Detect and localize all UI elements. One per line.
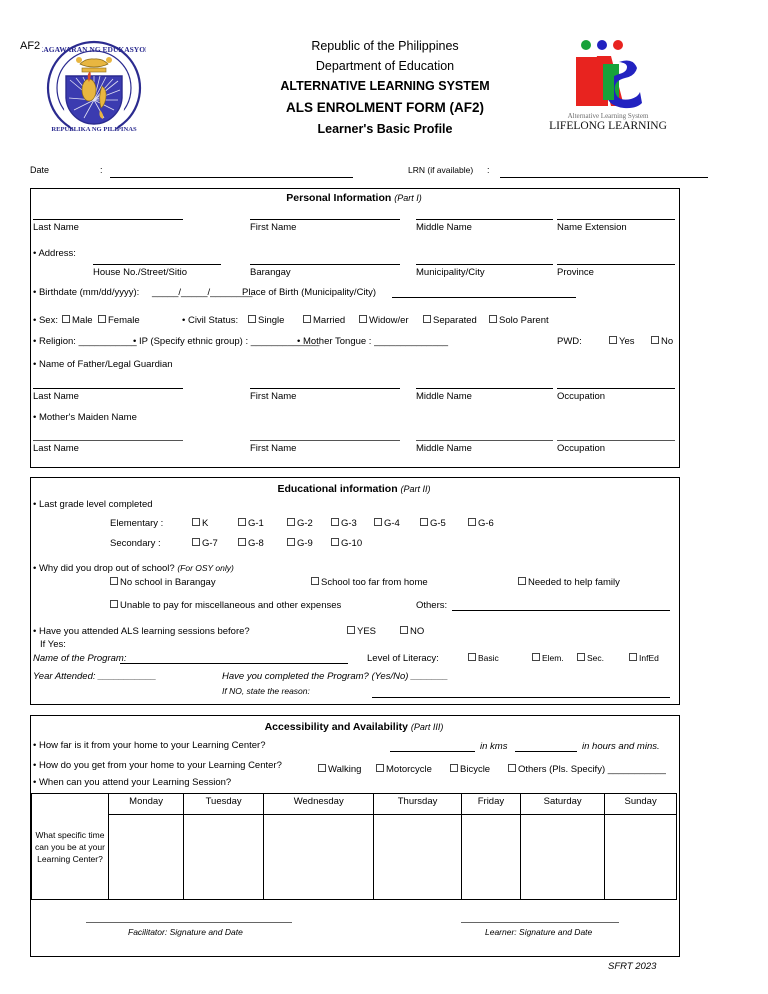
lrn-colon: : bbox=[487, 165, 490, 175]
grade-option-g10[interactable]: G-10 bbox=[331, 538, 362, 549]
checkbox-widower[interactable] bbox=[359, 315, 367, 323]
father-last-name-input[interactable] bbox=[33, 388, 183, 389]
sex-option-male[interactable]: Male bbox=[62, 315, 93, 326]
grade-option-g4[interactable]: G-4 bbox=[374, 518, 400, 529]
personal-part-label: (Part I) bbox=[394, 193, 422, 203]
personal-title-text: Personal Information bbox=[286, 192, 392, 204]
sex-option-female[interactable]: Female bbox=[98, 315, 140, 326]
birthdate-input[interactable]: _____/_____/________ bbox=[152, 287, 253, 298]
grade-option-g9[interactable]: G-9 bbox=[287, 538, 313, 549]
svg-text:REPUBLIKA NG PILIPINAS: REPUBLIKA NG PILIPINAS bbox=[51, 126, 137, 133]
form-title-block bbox=[230, 36, 540, 140]
personal-section-title bbox=[30, 192, 678, 204]
barangay-input[interactable] bbox=[250, 264, 400, 265]
lrn-input[interactable] bbox=[500, 177, 708, 178]
if-no-reason-input[interactable] bbox=[372, 697, 670, 698]
mother-first-name-label: First Name bbox=[250, 443, 297, 454]
religion-field[interactable]: • Religion: ___________ bbox=[33, 336, 137, 347]
form-code-label: AF2 bbox=[20, 40, 41, 52]
checkbox-grade-g2[interactable] bbox=[287, 518, 295, 526]
learner-signature-label: Learner: Signature and Date bbox=[485, 927, 593, 937]
svg-text:LIFELONG LEARNING: LIFELONG LEARNING bbox=[549, 120, 667, 132]
schedule-question: • When can you attend your Learning Session? bbox=[33, 777, 232, 788]
elementary-label: Elementary : bbox=[110, 518, 164, 529]
transport-option-bicycle[interactable]: Bicycle bbox=[450, 764, 490, 775]
schedule-cell-sunday[interactable] bbox=[605, 815, 677, 900]
completed-program-field[interactable]: Have you completed the Program? (Yes/No) _______ bbox=[222, 671, 449, 682]
municipality-city-input[interactable] bbox=[416, 264, 553, 265]
checkbox-grade-g8[interactable] bbox=[238, 538, 246, 546]
grade-option-g1[interactable]: G-1 bbox=[238, 518, 264, 529]
day-header-tuesday: Tuesday bbox=[184, 794, 264, 815]
last-name-label: Last Name bbox=[33, 222, 79, 233]
schedule-cell-tuesday[interactable] bbox=[184, 815, 264, 900]
name-extension-label: Name Extension bbox=[557, 222, 627, 233]
pwd-option-yes[interactable]: Yes bbox=[609, 336, 635, 347]
dropout-option-too-far[interactable]: School too far from home bbox=[311, 577, 428, 588]
father-last-name-label: Last Name bbox=[33, 391, 79, 402]
mother-middle-name-input[interactable] bbox=[416, 440, 553, 441]
sex-label: • Sex: bbox=[33, 315, 58, 326]
checkbox-pwd-no[interactable] bbox=[651, 336, 659, 344]
place-of-birth-label: Place of Birth (Municipality/City) bbox=[242, 287, 377, 298]
transport-option-walking[interactable]: Walking bbox=[318, 764, 361, 775]
father-middle-name-input[interactable] bbox=[416, 388, 553, 389]
day-header-sunday: Sunday bbox=[605, 794, 677, 815]
education-title-text: Educational information bbox=[277, 483, 398, 495]
literacy-option-basic[interactable]: Basic bbox=[468, 653, 499, 663]
checkbox-female[interactable] bbox=[98, 315, 106, 323]
if-yes-label: If Yes: bbox=[40, 639, 66, 650]
table-value-row bbox=[32, 815, 677, 900]
mother-first-name-input[interactable] bbox=[250, 440, 400, 441]
last-name-input[interactable] bbox=[33, 219, 183, 220]
house-street-input[interactable] bbox=[93, 264, 221, 265]
grade-option-k[interactable]: K bbox=[192, 518, 208, 529]
if-no-reason-label: If NO, state the reason: bbox=[222, 686, 310, 696]
checkbox-literacy-elem[interactable] bbox=[532, 653, 540, 661]
checkbox-walking[interactable] bbox=[318, 764, 326, 772]
learning-schedule-table bbox=[31, 793, 677, 900]
checkbox-separated[interactable] bbox=[423, 315, 431, 323]
dropout-option-help-family[interactable]: Needed to help family bbox=[518, 577, 620, 588]
checkbox-grade-g9[interactable] bbox=[287, 538, 295, 546]
checkbox-grade-g7[interactable] bbox=[192, 538, 200, 546]
grade-option-g7[interactable]: G-7 bbox=[192, 538, 218, 549]
in-kms-label: in kms bbox=[480, 741, 508, 752]
checkbox-grade-k[interactable] bbox=[192, 518, 200, 526]
schedule-cell-wednesday[interactable] bbox=[264, 815, 374, 900]
date-label: Date bbox=[30, 165, 50, 175]
grade-option-g8[interactable]: G-8 bbox=[238, 538, 264, 549]
place-of-birth-input[interactable] bbox=[392, 297, 576, 298]
grade-option-g2[interactable]: G-2 bbox=[287, 518, 313, 529]
date-input[interactable] bbox=[110, 177, 353, 178]
schedule-cell-saturday[interactable] bbox=[521, 815, 605, 900]
facilitator-signature-label: Facilitator: Signature and Date bbox=[128, 927, 243, 937]
civil-status-solo-parent[interactable]: Solo Parent bbox=[489, 315, 549, 326]
mother-middle-name-label: Middle Name bbox=[416, 443, 472, 454]
accessibility-title-text: Accessibility and Availability bbox=[264, 721, 408, 733]
address-label: • Address: bbox=[33, 248, 76, 259]
grade-option-g5[interactable]: G-5 bbox=[420, 518, 446, 529]
ip-ethnic-field[interactable]: • IP (Specify ethnic group) : _____________ bbox=[133, 336, 320, 347]
checkbox-grade-g1[interactable] bbox=[238, 518, 246, 526]
checkbox-motorcycle[interactable] bbox=[376, 764, 384, 772]
education-part-label: (Part II) bbox=[400, 484, 431, 494]
house-street-label: House No./Street/Sitio bbox=[93, 267, 187, 278]
checkbox-grade-g5[interactable] bbox=[420, 518, 428, 526]
checkbox-bicycle[interactable] bbox=[450, 764, 458, 772]
distance-hours-input[interactable] bbox=[515, 751, 577, 752]
dropout-osy-note: (For OSY only) bbox=[177, 563, 234, 573]
mother-tongue-field[interactable]: • Mother Tongue : ______________ bbox=[297, 336, 449, 347]
civil-status-single[interactable]: Single bbox=[248, 315, 284, 326]
barangay-label: Barangay bbox=[250, 267, 291, 278]
checkbox-unable-to-pay[interactable] bbox=[110, 600, 118, 608]
attended-option-no[interactable]: NO bbox=[400, 626, 424, 637]
day-header-friday: Friday bbox=[461, 794, 520, 815]
father-name-label: • Name of Father/Legal Guardian bbox=[33, 359, 173, 370]
mother-occupation-label: Occupation bbox=[557, 443, 606, 454]
first-name-input[interactable] bbox=[250, 219, 400, 220]
checkbox-grade-g4[interactable] bbox=[374, 518, 382, 526]
checkbox-literacy-infed[interactable] bbox=[629, 653, 637, 661]
lrn-label: LRN (if available) bbox=[408, 165, 474, 175]
day-header-thursday: Thursday bbox=[374, 794, 462, 815]
dropout-option-unable-to-pay[interactable]: Unable to pay for miscellaneous and other expenses bbox=[110, 600, 341, 611]
deped-seal-logo bbox=[42, 38, 146, 138]
checkbox-no-school-barangay[interactable] bbox=[110, 577, 118, 585]
pwd-label: PWD: bbox=[557, 336, 582, 347]
literacy-option-sec[interactable]: Sec. bbox=[577, 653, 604, 663]
attended-option-yes[interactable]: YES bbox=[347, 626, 376, 637]
checkbox-grade-g6[interactable] bbox=[468, 518, 476, 526]
first-name-label: First Name bbox=[250, 222, 297, 233]
in-hours-label: in hours and mins. bbox=[582, 741, 660, 752]
transport-question: • How do you get from your home to your Learning Center? bbox=[33, 760, 282, 771]
schedule-row-header: What specific time can you be at your Learning Center? bbox=[32, 794, 109, 900]
transport-option-motorcycle[interactable]: Motorcycle bbox=[376, 764, 432, 775]
province-input[interactable] bbox=[557, 264, 675, 265]
father-occupation-input[interactable] bbox=[557, 388, 675, 389]
checkbox-school-too-far[interactable] bbox=[311, 577, 319, 585]
program-name-label: Name of the Program: bbox=[33, 653, 127, 664]
distance-question: • How far is it from your home to your Learning Center? bbox=[33, 740, 266, 751]
attended-als-question: • Have you attended ALS learning sessions before? bbox=[33, 626, 250, 637]
checkbox-married[interactable] bbox=[303, 315, 311, 323]
literacy-option-elem[interactable]: Elem. bbox=[532, 653, 564, 663]
last-grade-level-label: • Last grade level completed bbox=[33, 499, 153, 510]
header-line-als: ALTERNATIVE LEARNING SYSTEM bbox=[280, 79, 490, 93]
middle-name-label: Middle Name bbox=[416, 222, 472, 233]
checkbox-literacy-sec[interactable] bbox=[577, 653, 585, 661]
education-section-title bbox=[30, 483, 678, 495]
father-first-name-input[interactable] bbox=[250, 388, 400, 389]
program-name-input[interactable] bbox=[120, 663, 348, 664]
schedule-cell-monday[interactable] bbox=[109, 815, 184, 900]
checkbox-pwd-yes[interactable] bbox=[609, 336, 617, 344]
mother-maiden-name-label: • Mother's Maiden Name bbox=[33, 412, 137, 423]
province-label: Province bbox=[557, 267, 594, 278]
schedule-cell-thursday[interactable] bbox=[374, 815, 462, 900]
dropout-others-input[interactable] bbox=[452, 610, 670, 611]
accessibility-section-title bbox=[30, 721, 678, 733]
checkbox-grade-g3[interactable] bbox=[331, 518, 339, 526]
als-lifelong-learning-logo bbox=[548, 34, 668, 134]
day-header-monday: Monday bbox=[109, 794, 184, 815]
literacy-option-infed[interactable]: InfEd bbox=[629, 653, 659, 663]
table-header-row bbox=[32, 794, 677, 815]
grade-option-g6[interactable]: G-6 bbox=[468, 518, 494, 529]
svg-text:Alternative Learning System: Alternative Learning System bbox=[567, 112, 649, 120]
facilitator-signature-input[interactable] bbox=[86, 922, 292, 923]
mother-occupation-input[interactable] bbox=[557, 440, 675, 441]
date-colon: : bbox=[100, 165, 103, 175]
header-line-profile: Learner's Basic Profile bbox=[317, 122, 453, 136]
father-first-name-label: First Name bbox=[250, 391, 297, 402]
checkbox-single[interactable] bbox=[248, 315, 256, 323]
learner-signature-input[interactable] bbox=[461, 922, 619, 923]
civil-status-widower[interactable]: Widow/er bbox=[359, 315, 409, 326]
dropout-option-no-school[interactable]: No school in Barangay bbox=[110, 577, 216, 588]
year-attended-field[interactable]: Year Attended: ___________ bbox=[33, 671, 157, 682]
birthdate-label: • Birthdate (mm/dd/yyyy): bbox=[33, 287, 140, 298]
distance-kms-input[interactable] bbox=[390, 751, 475, 752]
accessibility-part-label: (Part III) bbox=[410, 722, 444, 732]
civil-status-married[interactable]: Married bbox=[303, 315, 345, 326]
header-line-republic: Republic of the Philippines bbox=[311, 39, 459, 53]
checkbox-grade-g10[interactable] bbox=[331, 538, 339, 546]
checkbox-attended-no[interactable] bbox=[400, 626, 408, 634]
mother-last-name-label: Last Name bbox=[33, 443, 79, 454]
dropout-others-label: Others: bbox=[416, 600, 448, 611]
father-middle-name-label: Middle Name bbox=[416, 391, 472, 402]
dropout-question bbox=[33, 563, 234, 574]
dropout-question-text: • Why did you drop out of school? bbox=[33, 563, 175, 574]
day-header-wednesday: Wednesday bbox=[264, 794, 374, 815]
name-extension-input[interactable] bbox=[557, 219, 675, 220]
footer-code: SFRT 2023 bbox=[608, 961, 657, 972]
checkbox-needed-help-family[interactable] bbox=[518, 577, 526, 585]
checkbox-transport-others[interactable] bbox=[508, 764, 516, 772]
svg-text:KAGAWARAN NG EDUKASYON: KAGAWARAN NG EDUKASYON bbox=[42, 45, 146, 54]
level-of-literacy-label: Level of Literacy: bbox=[367, 653, 439, 664]
civil-status-label: • Civil Status: bbox=[182, 315, 239, 326]
day-header-saturday: Saturday bbox=[521, 794, 605, 815]
municipality-city-label: Municipality/City bbox=[416, 267, 485, 278]
checkbox-literacy-basic[interactable] bbox=[468, 653, 476, 661]
father-occupation-label: Occupation bbox=[557, 391, 606, 402]
checkbox-solo-parent[interactable] bbox=[489, 315, 497, 323]
header-line-department: Department of Education bbox=[315, 59, 455, 73]
middle-name-input[interactable] bbox=[416, 219, 553, 220]
checkbox-male[interactable] bbox=[62, 315, 70, 323]
civil-status-separated[interactable]: Separated bbox=[423, 315, 477, 326]
pwd-option-no[interactable]: No bbox=[651, 336, 673, 347]
transport-option-others[interactable]: Others (Pls. Specify) ___________ bbox=[508, 764, 666, 775]
secondary-label: Secondary : bbox=[110, 538, 161, 549]
schedule-cell-friday[interactable] bbox=[461, 815, 520, 900]
mother-last-name-input[interactable] bbox=[33, 440, 183, 441]
grade-option-g3[interactable]: G-3 bbox=[331, 518, 357, 529]
header-line-form: ALS ENROLMENT FORM (AF2) bbox=[286, 100, 484, 115]
checkbox-attended-yes[interactable] bbox=[347, 626, 355, 634]
